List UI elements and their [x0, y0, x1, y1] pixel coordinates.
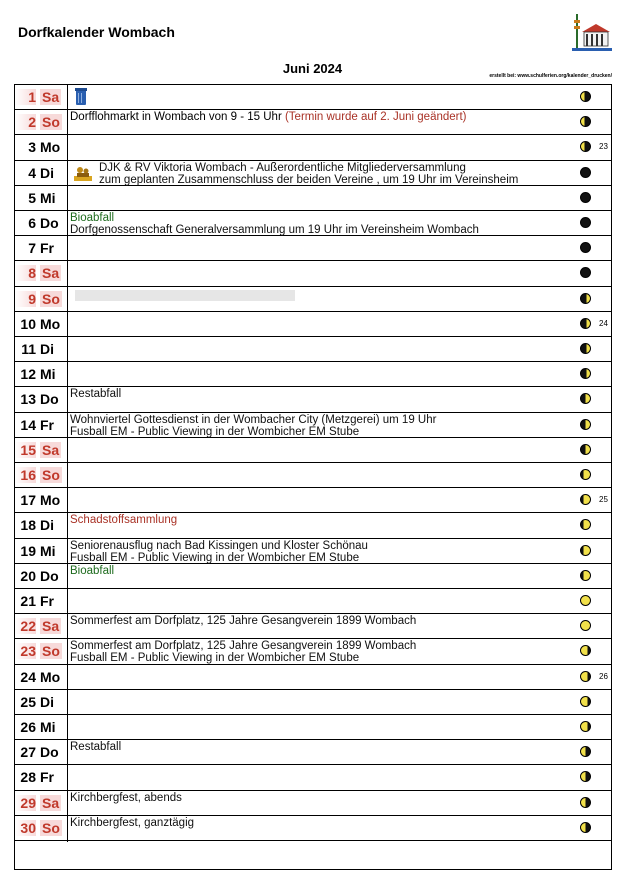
event-text: Schadstoffsammlung [70, 514, 178, 527]
event-list [70, 565, 561, 577]
redacted-entry [75, 290, 295, 301]
day-number: 11 [21, 341, 36, 357]
table-row [15, 816, 611, 841]
moon-phase-icon [580, 797, 591, 808]
event-text: Restabfall [70, 388, 122, 401]
event-entry [70, 792, 561, 804]
calendar-table [14, 84, 612, 870]
event-text: Sommerfest am Dorfplatz, 125 Jahre Gesangverein 1899 Wombach [70, 615, 417, 628]
event-entry [70, 111, 561, 123]
day-name: Mi [40, 366, 56, 383]
table-row [15, 715, 611, 740]
moon-phase-icon [580, 242, 591, 253]
day-name: So [42, 114, 60, 131]
day-number: 15 [15, 442, 36, 458]
moon-phase-icon [580, 696, 591, 707]
day-number: 26 [20, 719, 36, 735]
event-entry [99, 174, 561, 186]
day-name: Mi [40, 719, 56, 735]
week-number: 25 [599, 495, 608, 505]
table-row [15, 564, 611, 589]
event-entry [70, 514, 561, 526]
document-title: Dorfkalender Wombach [18, 24, 175, 40]
event-entry [99, 162, 561, 174]
day-number: 14 [20, 416, 36, 433]
event-entry [70, 426, 561, 438]
moon-phase-icon [580, 595, 591, 606]
event-entry [70, 540, 561, 552]
day-number: 29 [15, 795, 36, 811]
day-number: 13 [20, 391, 36, 408]
event-text: Kirchbergfest, abends [70, 791, 182, 804]
day-name: Do [40, 215, 59, 231]
day-name: Fr [40, 769, 54, 786]
event-text: Wohnviertel Gottesdienst in der Wombacher City (Metzgerei) um 19 Uhr [70, 413, 437, 426]
event-entry [70, 224, 561, 236]
table-row [15, 740, 611, 765]
day-name: So [42, 819, 60, 836]
table-row [15, 413, 611, 438]
moon-phase-icon [580, 343, 591, 354]
event-note: (Termin wurde auf 2. Juni geändert) [284, 111, 467, 124]
credit-text: erstellt bei: www.schulferien.org/kalender_drucken/ [489, 73, 612, 79]
day-name: So [42, 290, 60, 307]
day-name: Mo [40, 492, 61, 509]
day-name: Mo [40, 668, 61, 685]
table-row [15, 765, 611, 790]
day-name: Sa [42, 265, 60, 282]
day-name: Do [40, 744, 59, 761]
table-row [15, 589, 611, 614]
moon-phase-icon [580, 545, 591, 556]
table-row [15, 488, 611, 513]
moon-phase-icon [580, 746, 591, 757]
day-number: 8 [15, 265, 36, 281]
day-number: 9 [15, 291, 36, 307]
table-row [15, 337, 611, 362]
event-text: Dorfflohmarkt in Wombach von 9 - 15 Uhr [70, 111, 285, 124]
event-text: Fusball EM - Public Viewing in der Wombicher EM Stube [70, 551, 360, 564]
table-row [15, 513, 611, 538]
event-text: DJK & RV Viktoria Wombach - Außerordentliche Mitgliederversammlung [99, 161, 466, 174]
table-row [15, 85, 611, 110]
event-list [70, 615, 561, 627]
moon-phase-icon [580, 267, 591, 278]
event-entry [70, 817, 561, 829]
week-number: 23 [599, 142, 608, 152]
day-name: Fr [40, 416, 54, 433]
event-entry [70, 652, 561, 664]
day-number: 17 [20, 492, 36, 509]
day-number: 23 [15, 643, 36, 659]
moon-phase-icon [580, 393, 591, 404]
event-list [70, 817, 561, 829]
moon-phase-icon [580, 368, 591, 379]
event-list [70, 741, 561, 753]
day-name: Sa [42, 89, 60, 105]
day-number: 22 [15, 618, 36, 634]
day-name: Do [40, 391, 59, 408]
day-name: Sa [42, 794, 60, 811]
day-name: Di [40, 693, 54, 710]
table-row [15, 287, 611, 312]
event-list [70, 212, 561, 236]
day-number: 3 [28, 139, 36, 156]
day-name: Mi [40, 542, 56, 559]
week-number: 26 [599, 671, 608, 681]
event-list [70, 388, 561, 400]
moon-phase-icon [580, 141, 591, 152]
moon-phase-icon [580, 116, 591, 127]
table-row [15, 463, 611, 488]
day-number: 18 [20, 517, 36, 534]
table-row [15, 362, 611, 387]
event-list [70, 640, 561, 664]
event-text: Bioabfall [70, 212, 115, 224]
table-row [15, 665, 611, 690]
event-list [70, 514, 561, 526]
moon-phase-icon [580, 671, 591, 682]
day-name: So [42, 467, 60, 483]
event-entry [70, 388, 561, 400]
village-logo-icon [570, 12, 614, 56]
day-number: 5 [28, 189, 36, 206]
table-row [15, 135, 611, 160]
day-number: 10 [20, 315, 36, 332]
day-name: Do [40, 567, 59, 584]
table-row [15, 236, 611, 261]
day-number: 27 [20, 744, 36, 761]
event-text: Sommerfest am Dorfplatz, 125 Jahre Gesangverein 1899 Wombach [70, 640, 417, 653]
moon-phase-icon [580, 293, 591, 304]
event-text: Dorfgenossenschaft Generalversammlung um 19 Uhr im Vereinsheim Wombach [70, 224, 479, 236]
day-number: 7 [28, 240, 36, 257]
table-row [15, 690, 611, 715]
day-number: 16 [15, 467, 36, 483]
table-row [15, 312, 611, 337]
day-name: Sa [42, 618, 60, 635]
moon-phase-icon [580, 444, 591, 455]
event-entry [70, 414, 561, 426]
table-row [15, 639, 611, 664]
moon-phase-icon [580, 620, 591, 631]
table-row [15, 791, 611, 816]
event-entry [70, 565, 561, 577]
table-row [15, 539, 611, 564]
day-name: Mo [40, 315, 61, 332]
day-name: Di [40, 517, 54, 534]
table-row [15, 161, 611, 186]
day-number: 25 [20, 693, 36, 710]
moon-phase-icon [580, 91, 591, 102]
moon-phase-icon [580, 167, 591, 178]
event-text: Seniorenausflug nach Bad Kissingen und Kloster Schönau [70, 539, 368, 552]
day-name: Mi [40, 189, 56, 206]
day-number: 19 [20, 542, 36, 559]
moon-phase-icon [580, 519, 591, 530]
moon-phase-icon [580, 570, 591, 581]
day-number: 6 [28, 215, 36, 231]
moon-phase-icon [580, 469, 591, 480]
event-text: Fusball EM - Public Viewing in der Wombicher EM Stube [70, 652, 360, 665]
moon-phase-icon [580, 494, 591, 505]
day-number: 28 [20, 769, 36, 786]
moon-phase-icon [580, 192, 591, 203]
event-list [70, 414, 561, 438]
event-list [70, 540, 561, 564]
event-entry [70, 640, 561, 652]
table-row [15, 110, 611, 135]
day-number: 4 [28, 164, 36, 181]
day-number: 24 [20, 668, 36, 685]
bin-icon [75, 87, 87, 106]
table-row [15, 261, 611, 286]
table-row [15, 614, 611, 639]
table-row [15, 387, 611, 412]
event-list [70, 792, 561, 804]
event-text: Kirchbergfest, ganztägig [70, 816, 195, 829]
table-row [15, 186, 611, 211]
moon-phase-icon [580, 645, 591, 656]
event-text: Bioabfall [70, 564, 115, 577]
month-title: Juni 2024 [282, 61, 343, 76]
meeting-icon [73, 164, 93, 182]
day-name: So [42, 643, 60, 660]
moon-phase-icon [580, 318, 591, 329]
day-name: Fr [40, 593, 54, 609]
event-text: Fusball EM - Public Viewing in der Wombicher EM Stube [70, 425, 360, 438]
day-name: Di [40, 341, 54, 357]
moon-phase-icon [580, 419, 591, 430]
event-text: Restabfall [70, 741, 122, 754]
day-name: Mo [40, 139, 61, 156]
event-text: zum geplanten Zusammenschluss der beiden Vereine , um 19 Uhr im Vereinsheim [99, 173, 519, 186]
day-name: Sa [42, 441, 60, 458]
moon-phase-icon [580, 721, 591, 732]
table-row [15, 211, 611, 236]
day-number: 30 [15, 820, 36, 836]
event-entry [70, 615, 561, 627]
event-entry [70, 212, 561, 224]
day-number: 20 [20, 567, 36, 584]
table-row [15, 438, 611, 463]
moon-phase-icon [580, 771, 591, 782]
day-number: 12 [20, 366, 36, 383]
day-number: 21 [20, 593, 36, 609]
event-list [99, 162, 561, 186]
moon-phase-icon [580, 822, 591, 833]
event-entry [70, 552, 561, 564]
event-list [70, 111, 561, 123]
week-number: 24 [599, 318, 608, 328]
day-name: Fr [40, 240, 54, 257]
moon-phase-icon [580, 217, 591, 228]
day-name: Di [40, 164, 54, 181]
day-number: 2 [15, 114, 36, 130]
event-entry [70, 741, 561, 753]
day-number: 1 [15, 89, 36, 105]
